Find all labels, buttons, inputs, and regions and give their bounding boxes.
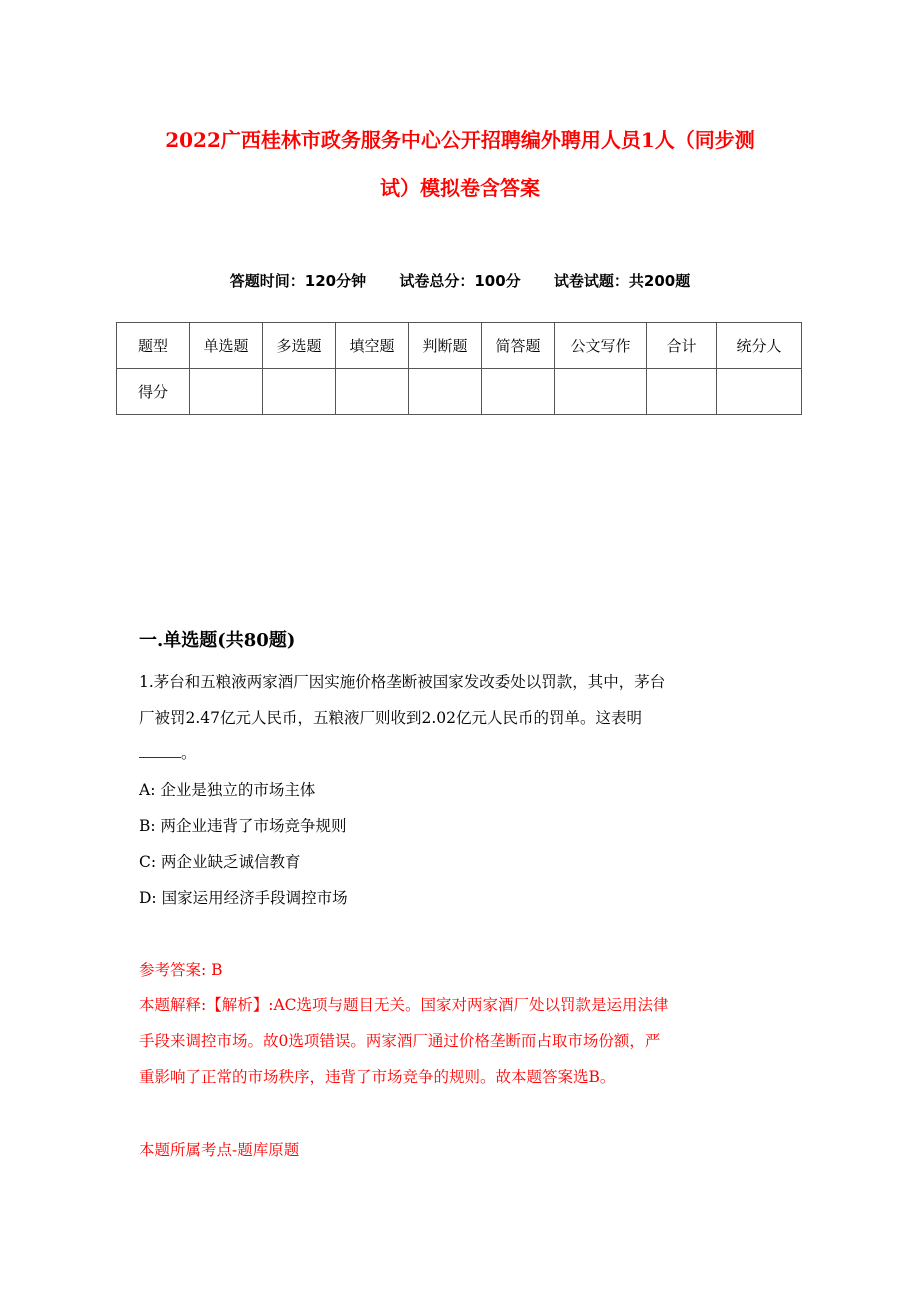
score-cell	[555, 369, 647, 415]
score-cell	[482, 369, 555, 415]
section-heading: 一.单选题(共80题)	[139, 630, 296, 651]
score-cell	[336, 369, 409, 415]
option-b: B: 两企业违背了市场竞争规则	[139, 817, 347, 835]
score-table-score-row	[117, 369, 802, 415]
score-table-header: 简答题	[482, 323, 555, 369]
score-table-header: 题型	[117, 323, 190, 369]
score-table-header: 多选题	[263, 323, 336, 369]
explanation-line-1: 本题解释:【解析】:AC选项与题目无关。国家对两家酒厂处以罚款是运用法律	[139, 996, 669, 1014]
exam-question-count: 试卷试题：共200题	[553, 272, 691, 290]
score-cell	[190, 369, 263, 415]
explanation-line-3: 重影响了正常的市场秩序，违背了市场竞争的规则。故本题答案选B。	[139, 1068, 616, 1086]
score-table-header: 判断题	[409, 323, 482, 369]
score-cell	[409, 369, 482, 415]
document-title-line-1: 2022广西桂林市政务服务中心公开招聘编外聘用人员1人（同步测	[165, 128, 755, 152]
exam-time: 答题时间：120分钟	[229, 272, 367, 290]
option-d: D: 国家运用经济手段调控市场	[139, 889, 348, 907]
question-text-line-2: 厂被罚2.47亿元人民币，五粮液厂则收到2.02亿元人民币的罚单。这表明	[139, 709, 643, 727]
score-cell	[263, 369, 336, 415]
question-text-line-3	[139, 741, 197, 763]
score-cell	[717, 369, 802, 415]
reference-answer: 参考答案: B	[139, 961, 223, 979]
score-table-header: 合计	[647, 323, 717, 369]
document-title-line-2: 试）模拟卷含答案	[380, 176, 540, 200]
answer-blank	[139, 745, 181, 758]
explanation-line-2: 手段来调控市场。故0选项错误。两家酒厂通过价格垄断而占取市场份额，严	[139, 1032, 661, 1050]
score-table-header: 填空题	[336, 323, 409, 369]
score-row-label: 得分	[117, 369, 190, 415]
question-end-punct: 。	[181, 744, 197, 762]
option-a: A: 企业是独立的市场主体	[139, 781, 316, 799]
score-table-header-row	[117, 323, 802, 369]
option-c: C: 两企业缺乏诚信教育	[139, 853, 301, 871]
exam-total-score: 试卷总分：100分	[399, 272, 521, 290]
exam-meta	[0, 270, 920, 291]
score-table	[116, 322, 802, 415]
score-table-header: 单选题	[190, 323, 263, 369]
score-cell	[647, 369, 717, 415]
score-table-header: 公文写作	[555, 323, 647, 369]
topic-tag: 本题所属考点-题库原题	[139, 1141, 300, 1159]
score-table-header: 统分人	[717, 323, 802, 369]
question-text-line-1: 1.茅台和五粮液两家酒厂因实施价格垄断被国家发改委处以罚款，其中，茅台	[139, 673, 666, 691]
